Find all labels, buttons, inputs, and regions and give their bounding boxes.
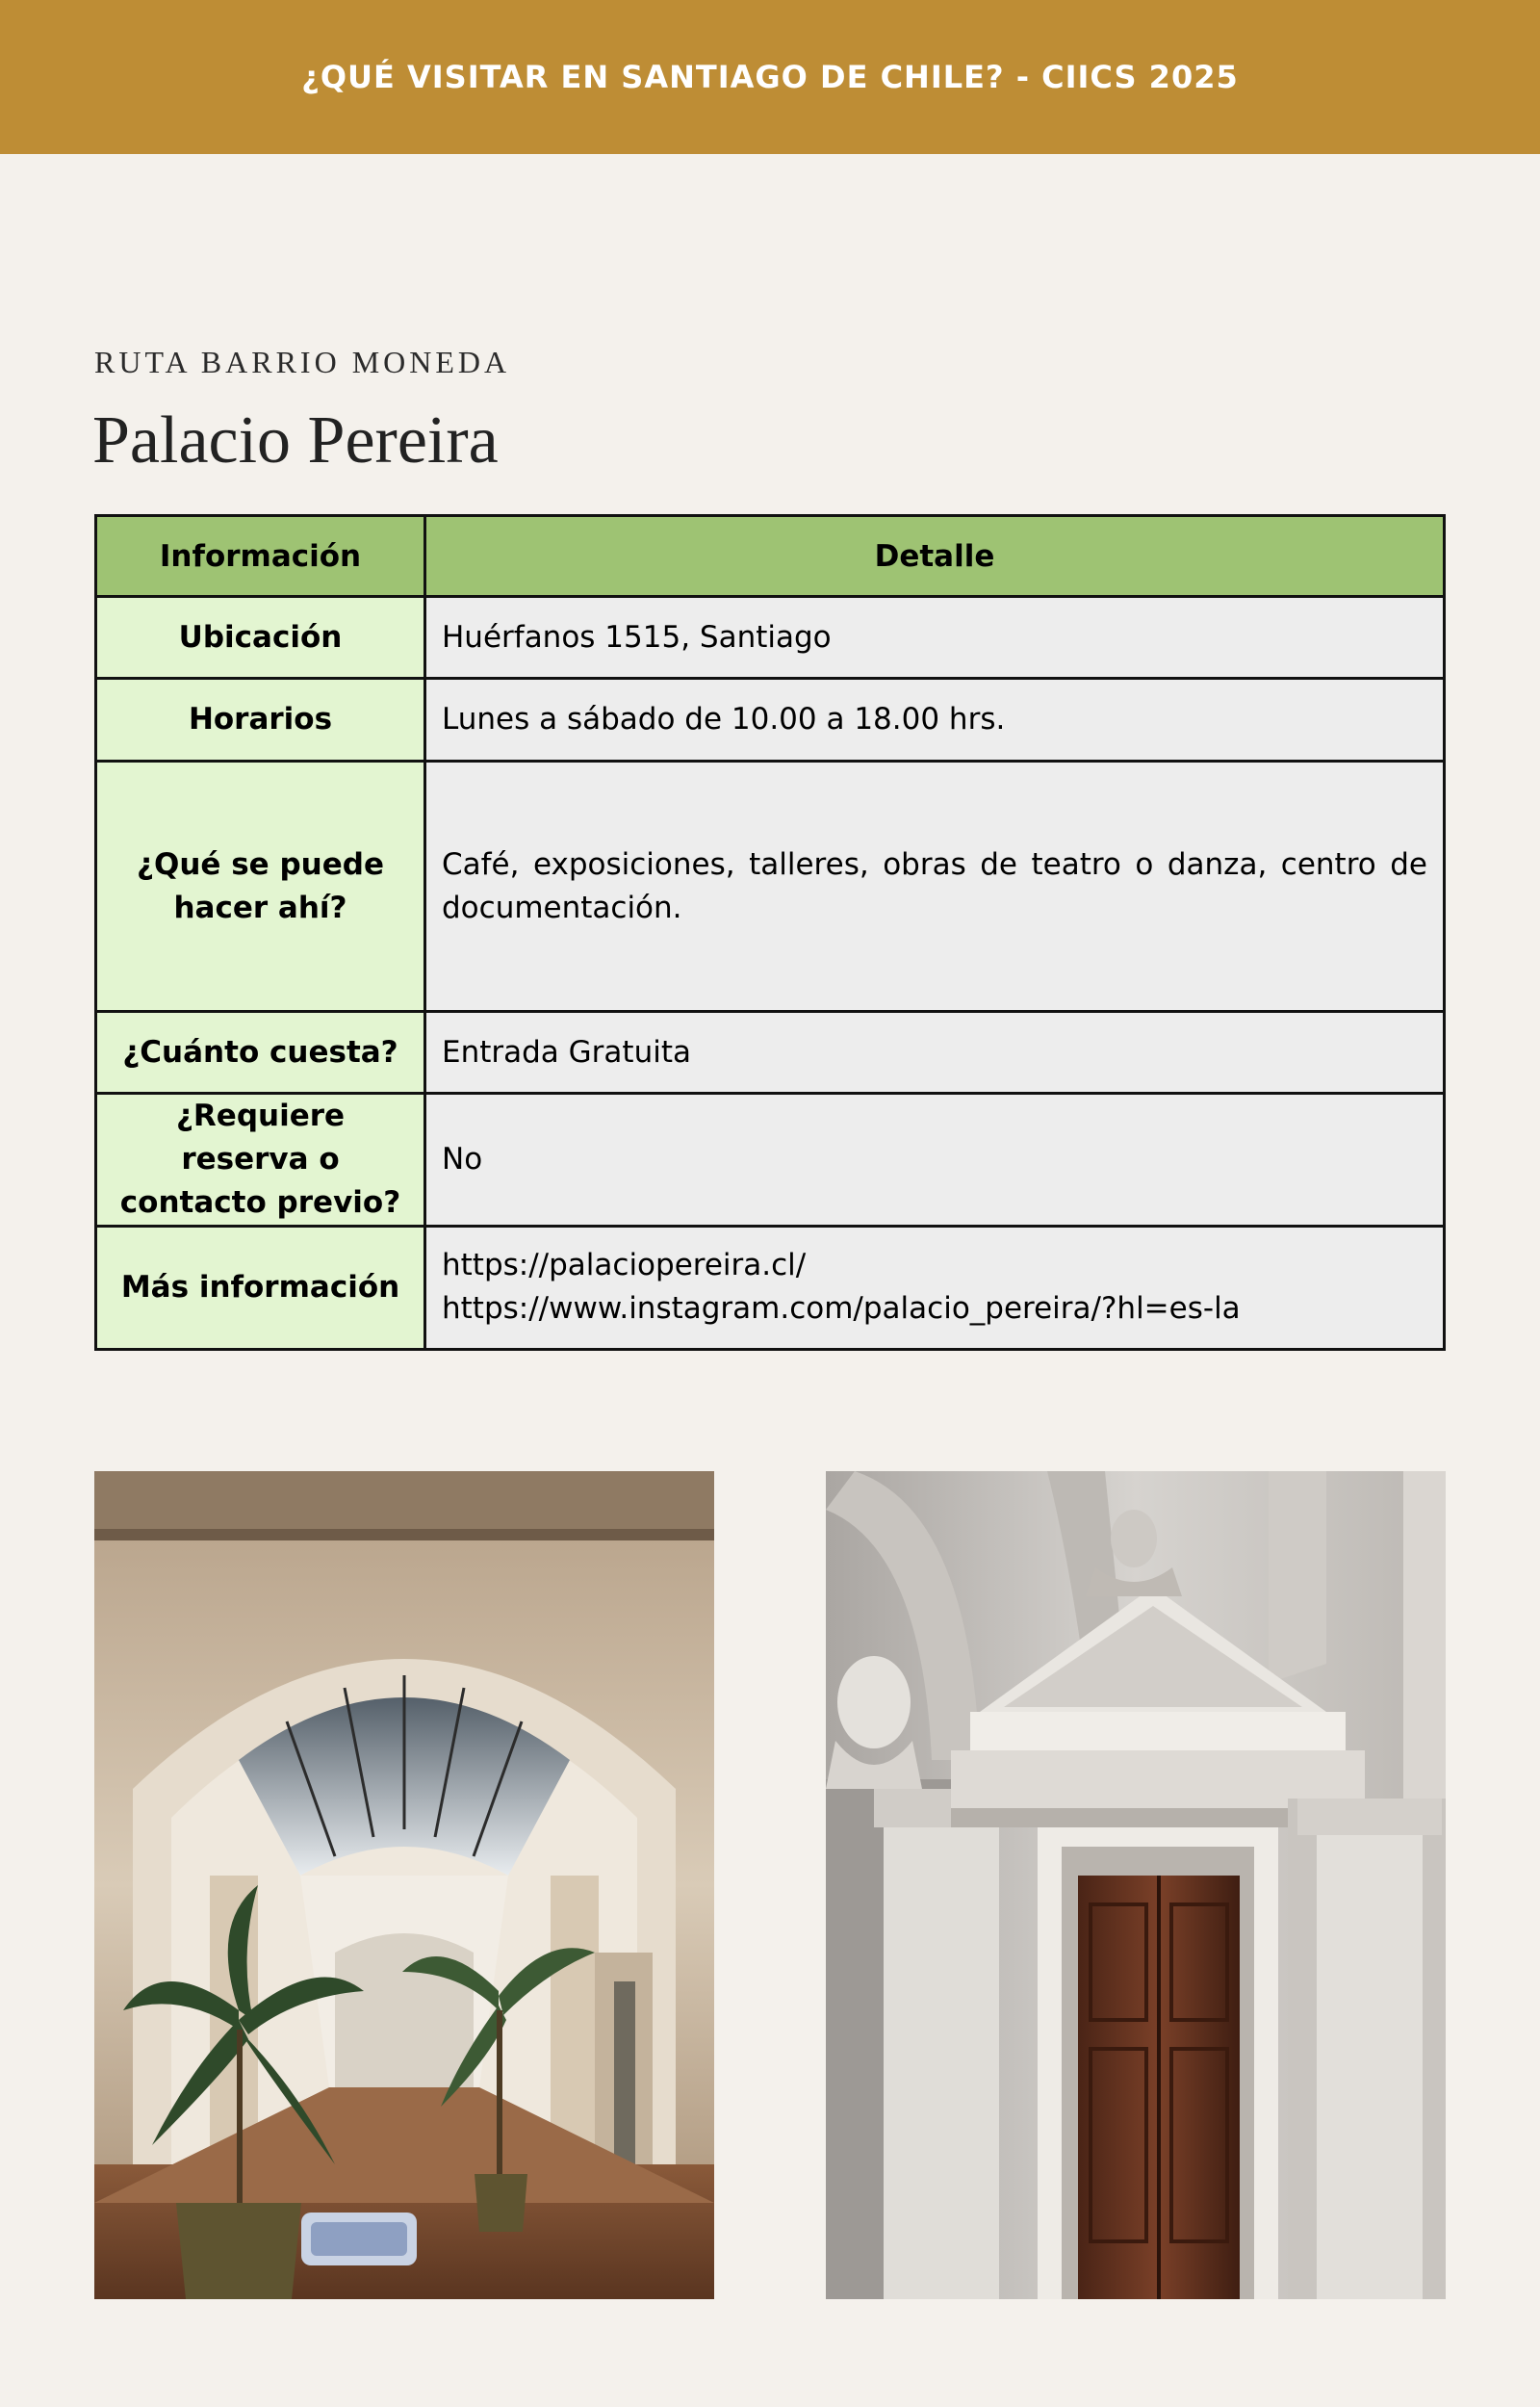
table-row <box>96 597 1445 679</box>
page-title: Palacio Pereira <box>92 403 499 478</box>
table-header-row <box>96 516 1445 597</box>
website-link[interactable]: https://palaciopereira.cl/ <box>442 1248 807 1283</box>
row-label-more-info: Más información <box>96 1226 425 1349</box>
table-row <box>96 1012 1445 1094</box>
row-value-cost: Entrada Gratuita <box>425 1012 1445 1094</box>
row-value-hours: Lunes a sábado de 10.00 a 18.00 hrs. <box>425 679 1445 762</box>
instagram-link[interactable]: https://www.instagram.com/palacio_pereira/?hl=es-la <box>442 1291 1241 1327</box>
row-value-more-info <box>425 1226 1445 1349</box>
row-value-reservation: No <box>425 1094 1445 1227</box>
row-label-location: Ubicación <box>96 597 425 679</box>
row-label-cost: ¿Cuánto cuesta? <box>96 1012 425 1094</box>
info-table <box>94 514 1446 1351</box>
table-row <box>96 762 1445 1012</box>
table-row <box>96 1094 1445 1227</box>
row-label-hours: Horarios <box>96 679 425 762</box>
route-label: RUTA BARRIO MONEDA <box>94 345 511 379</box>
row-label-reservation: ¿Requiere reserva o contacto previo? <box>96 1094 425 1227</box>
table-row <box>96 1226 1445 1349</box>
doorway-facade-illustration <box>826 1471 1446 2299</box>
gallery-interior-photo <box>94 1471 714 2299</box>
header-banner <box>0 0 1540 154</box>
row-value-location: Huérfanos 1515, Santiago <box>425 597 1445 679</box>
row-label-activities: ¿Qué se puede hacer ahí? <box>96 762 425 1012</box>
table-row <box>96 679 1445 762</box>
gallery-interior-illustration <box>94 1471 714 2299</box>
doorway-facade-photo <box>826 1471 1446 2299</box>
banner-title: ¿QUÉ VISITAR EN SANTIAGO DE CHILE? - CIICS 2025 <box>301 59 1239 95</box>
row-value-activities: Café, exposiciones, talleres, obras de teatro o danza, centro de documentación. <box>425 762 1445 1012</box>
header-info: Información <box>96 516 425 597</box>
header-detail: Detalle <box>425 516 1445 597</box>
